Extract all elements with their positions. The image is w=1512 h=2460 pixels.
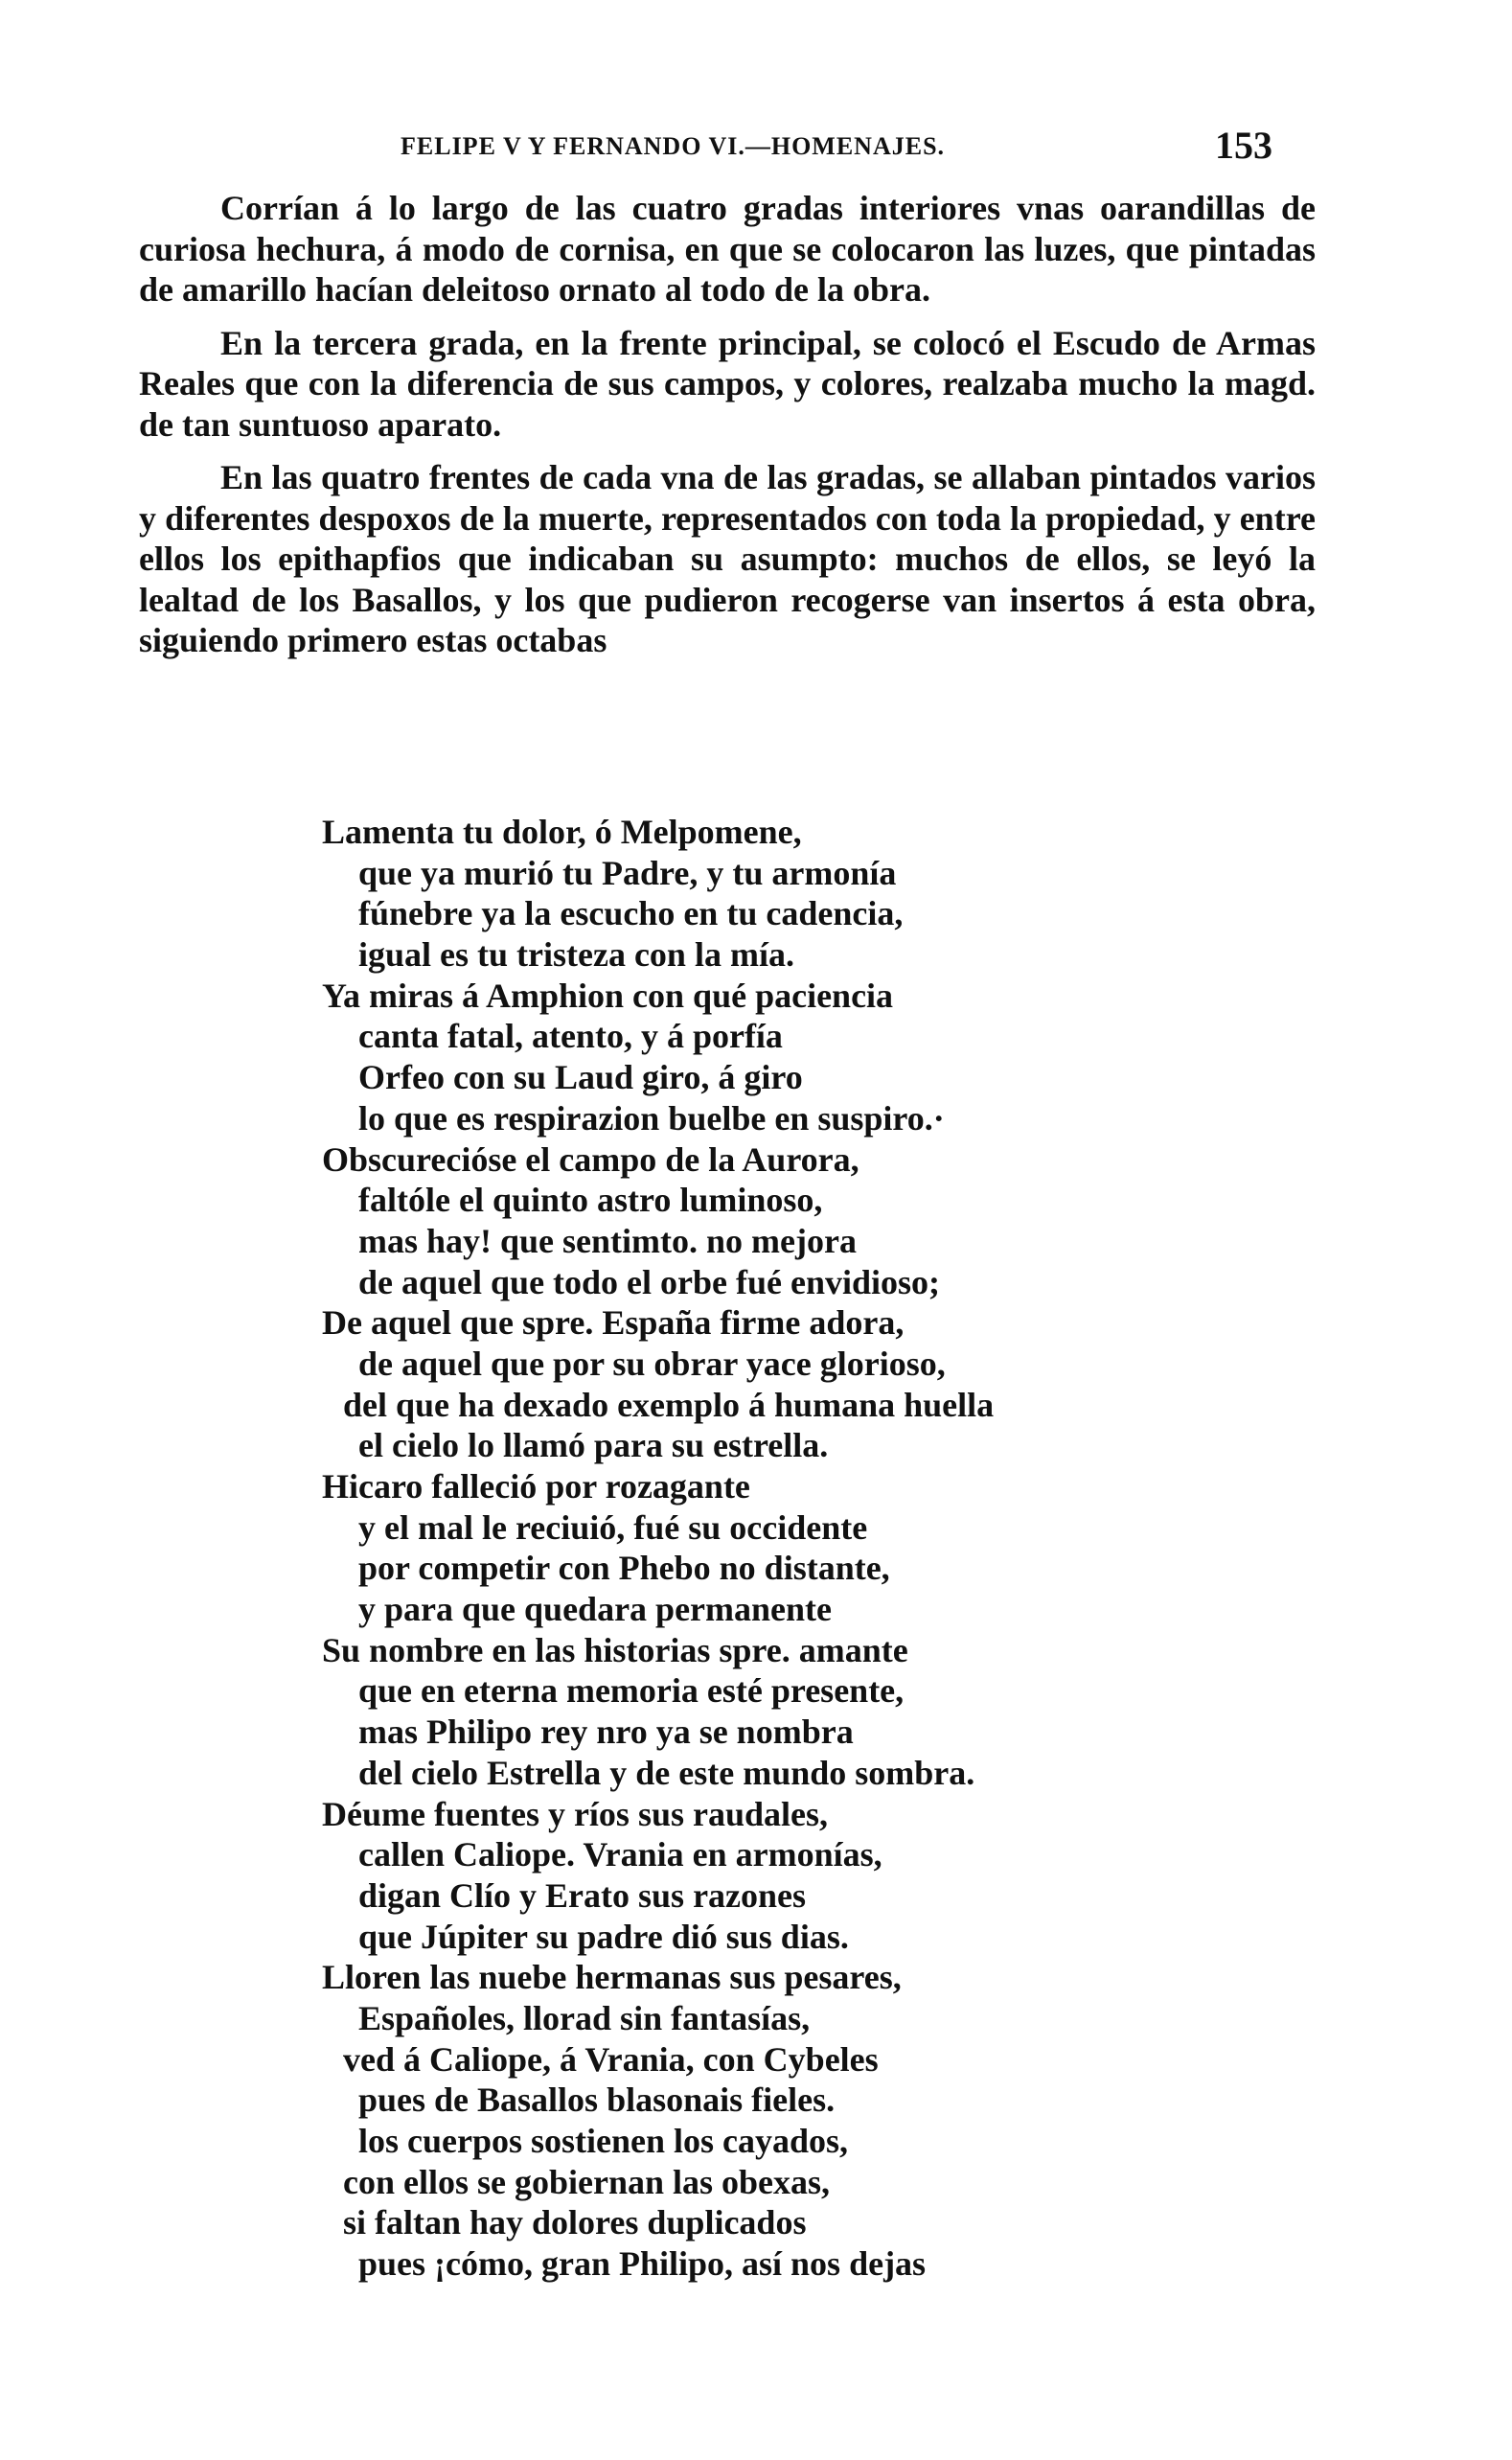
- verse-line: fúnebre ya la escucho en tu cadencia,: [358, 894, 904, 933]
- verse-line: con ellos se gobiernan las obexas,: [343, 2162, 831, 2201]
- verse-line: De aquel que spre. España firme adora,: [322, 1303, 905, 1343]
- paragraph: En las quatro frentes de cada vna de las gradas, se allaban pintados varios y diferentes despoxos de la muerte, representados con toda la propiedad, y entre ellos los epithapfios que indicaban su asumpto: muchos de ellos, se leyó la lealtad de los Basallos, y los que pudieron recogerse van insertos á esta obra, siguiendo primero estas octabas: [139, 458, 1316, 659]
- verse-line: Españoles, llorad sin fantasías,: [358, 1998, 811, 2037]
- verse-stanza: [322, 1139, 1242, 1303]
- paragraph: Corrían á lo largo de las cuatro gradas interiores vnas oarandillas de curiosa hechura, á modo de cornisa, en que se colocaron las luzes, que pintadas de amarillo hacían deleitoso ornato al todo de la obra.: [139, 189, 1316, 309]
- verse-stanza: [322, 2121, 1242, 2285]
- verse-line: si faltan hay dolores duplicados: [343, 2203, 807, 2242]
- verse-line: pues de Basallos blasonais fieles.: [358, 2081, 836, 2120]
- verse-line: callen Caliope. Vrania en armonías,: [358, 1835, 882, 1874]
- paragraph: En la tercera grada, en la frente principal, se colocó el Escudo de Armas Reales que con la diferencia de sus campos, y colores, realzaba mucho la magd. de tan suntuoso aparato.: [139, 323, 1316, 444]
- verse-stanza: [322, 1630, 1242, 1794]
- verse-line: que Júpiter su padre dió sus dias.: [358, 1917, 849, 1956]
- verse-line: faltóle el quinto astro luminoso,: [358, 1181, 823, 1220]
- verse-stanza: [322, 812, 1242, 976]
- verse-line: lo que es respirazion buelbe en suspiro.·: [358, 1098, 945, 1138]
- verse-line: de aquel que por su obrar yace glorioso,: [358, 1344, 946, 1383]
- verse-line: canta fatal, atento, y á porfía: [358, 1017, 783, 1056]
- verse-stanza: [322, 1302, 1242, 1466]
- verse-line: mas Philipo rey nro ya se nombra: [358, 1713, 854, 1752]
- verse-line: igual es tu tristeza con la mía.: [358, 935, 794, 975]
- verse-line: Hicaro falleció por rozagante: [322, 1467, 750, 1506]
- verse-stanza: [322, 976, 1242, 1139]
- verse-line: digan Clío y Erato sus razones: [358, 1875, 807, 1915]
- verse-line: Déume fuentes y ríos sus raudales,: [322, 1794, 828, 1833]
- verse-line: Su nombre en las historias spre. amante: [322, 1630, 908, 1669]
- verse-line: Orfeo con su Laud giro, á giro: [358, 1058, 803, 1097]
- verse-line: Lamenta tu dolor, ó Melpomene,: [322, 813, 802, 851]
- verse-stanza: [322, 1957, 1242, 2121]
- verse-line: Lloren las nuebe hermanas sus pesares,: [322, 1958, 902, 1997]
- verse-line: el cielo lo llamó para su estrella.: [358, 1426, 829, 1465]
- verse-block: [322, 812, 1242, 2285]
- verse-stanza: [322, 1794, 1242, 1958]
- verse-line: y para que quedara permanente: [358, 1590, 832, 1629]
- verse-line: de aquel que todo el orbe fué envidioso;: [358, 1262, 941, 1301]
- verse-line: y el mal le reciuió, fué su occidente: [358, 1507, 868, 1547]
- page-number: 153: [1215, 124, 1272, 167]
- verse-line: por competir con Phebo no distante,: [358, 1549, 890, 1588]
- verse-line: Obscurecióse el campo de la Aurora,: [322, 1139, 859, 1179]
- verse-line: que en eterna memoria esté presente,: [358, 1671, 905, 1711]
- running-head: FELIPE V Y FERNANDO VI.—HOMENAJES.: [401, 132, 946, 160]
- verse-line: pues ¡cómo, gran Philipo, así nos dejas: [358, 2244, 927, 2284]
- prose-body: [139, 188, 1316, 674]
- verse-line: los cuerpos sostienen los cayados,: [358, 2122, 849, 2160]
- verse-line: ved á Caliope, á Vrania, con Cybeles: [343, 2039, 879, 2079]
- verse-line: que ya murió tu Padre, y tu armonía: [358, 853, 897, 892]
- verse-stanza: [322, 1466, 1242, 1630]
- verse-line: mas hay! que sentimto. no mejora: [358, 1221, 857, 1260]
- verse-line: Ya miras á Amphion con qué paciencia: [322, 976, 894, 1015]
- verse-line: del cielo Estrella y de este mundo sombra.: [358, 1753, 975, 1792]
- verse-line: del que ha dexado exemplo á humana huella: [343, 1385, 995, 1424]
